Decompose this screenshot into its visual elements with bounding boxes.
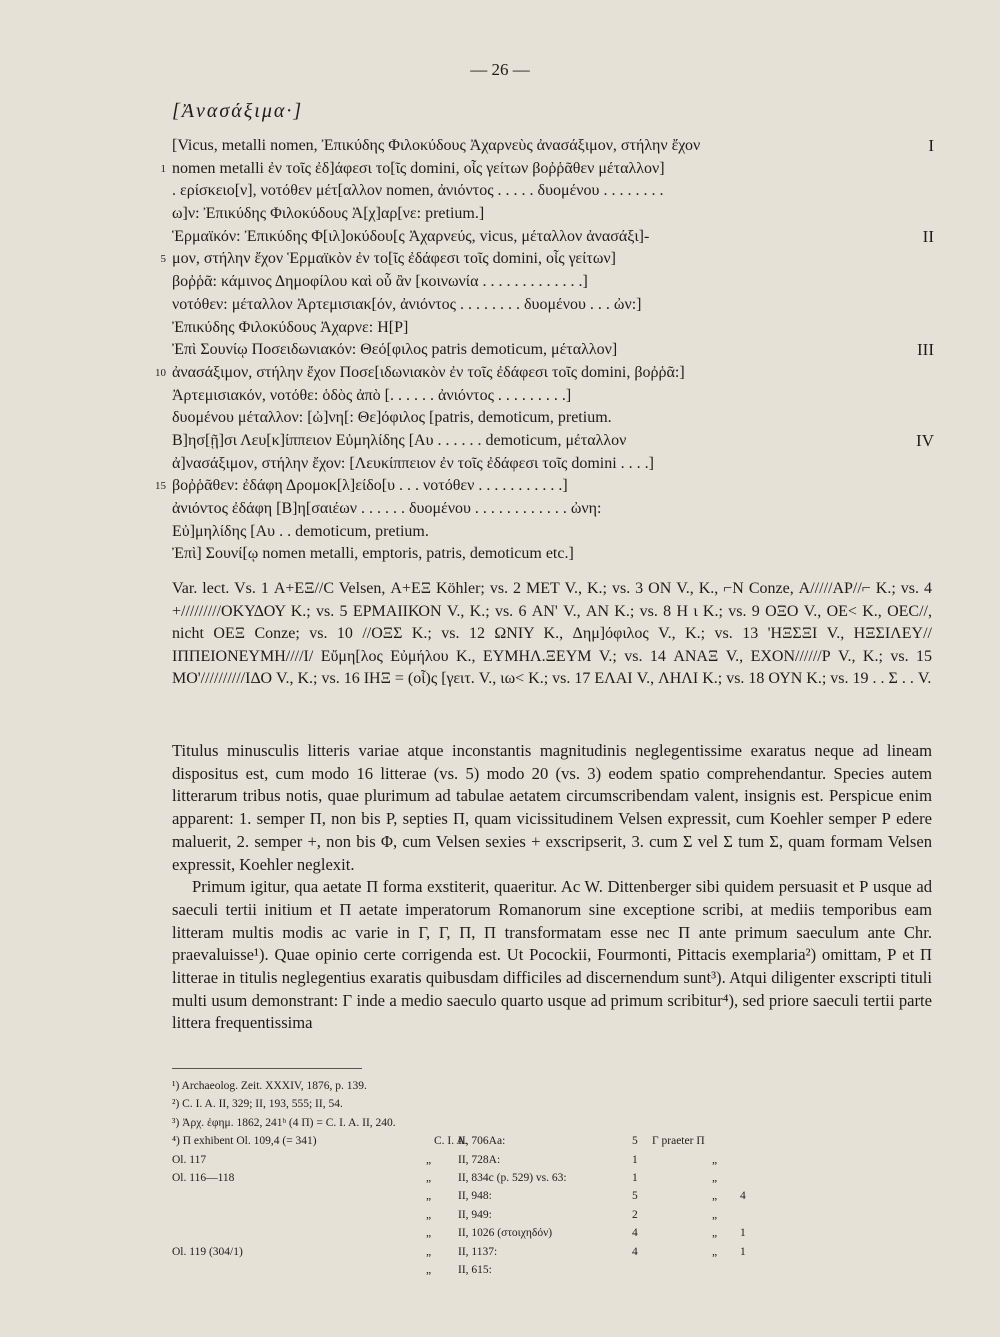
inscription-line bbox=[172, 226, 932, 249]
column-numeral: II bbox=[922, 226, 934, 246]
footnote-cell-n: 4 bbox=[632, 1227, 638, 1240]
footnote: ³) Ἀρχ. ἐφημ. 1862, 241ᵇ (4 Π) = C. I. A. II, 240. bbox=[172, 1116, 396, 1129]
footnote-cell-n: 5 bbox=[632, 1135, 638, 1148]
line-text: Ἑρμαϊκόν: Ἐπικύδης Φ[ιλ]οκύδου[ς Ἀχαρνεύς, vicus, μέταλλον ἀνασάξι]- bbox=[172, 227, 650, 245]
inscription-line bbox=[172, 203, 932, 226]
footnote-cell-q: „ bbox=[426, 1227, 432, 1240]
line-text: Ἐπικύδης Φιλοκύδους Ἀχαρνε: Η[Ρ] bbox=[172, 318, 409, 336]
page-number: — 26 — bbox=[470, 60, 530, 79]
footnote-cell-q: „ bbox=[426, 1190, 432, 1203]
footnote: ¹) Archaeolog. Zeit. XXXIV, 1876, p. 139. bbox=[172, 1080, 367, 1092]
footnote-cell-ci: C. I. A. bbox=[434, 1135, 468, 1148]
inscription-line bbox=[155, 475, 932, 498]
variant-readings bbox=[172, 578, 932, 691]
inscription-line bbox=[160, 248, 932, 271]
inscription-line bbox=[172, 339, 932, 362]
footnote-cell-n: 4 bbox=[632, 1245, 638, 1258]
line-text: Β]ησ[ῇ]σι Λευ[κ]ίππειον Εὐμηλίδης [Αυ . . . . . . demoticum, μέταλλον bbox=[172, 431, 627, 449]
footnote-row bbox=[172, 1169, 932, 1187]
footnote-cell-pr: Γ praeter Π bbox=[652, 1135, 705, 1148]
footnote-cell-q2: „ bbox=[712, 1245, 718, 1258]
line-number: 15 bbox=[155, 480, 166, 493]
line-number: 1 bbox=[160, 162, 166, 175]
line-text: Ἀρτεμισιακόν, νοτόθε: ὁδὸς ἀπὸ [. . . . . . ἀνιόντος . . . . . . . . .] bbox=[172, 386, 572, 404]
line-text: Ἐπὶ Σουνίῳ Ποσειδωνιακόν: Θεό[φιλος patris demoticum, μέταλλον] bbox=[172, 341, 618, 359]
line-text: ἀ]νασάξιμον, στήλην ἔχον: [Λευκίππειον ἐν τοῖς ἐδάφεσι τοῖς domini . . . .] bbox=[172, 454, 655, 472]
footnote-cell-q: „ bbox=[426, 1171, 432, 1184]
line-number: 5 bbox=[160, 253, 166, 266]
footnote-row bbox=[172, 1151, 932, 1169]
line-text: Εὐ]μηλίδης [Αυ . . demoticum, pretium. bbox=[172, 522, 429, 540]
footnote-cell-q: „ bbox=[426, 1245, 432, 1258]
footnote-4-table bbox=[172, 1132, 932, 1279]
footnote-row bbox=[172, 1132, 932, 1150]
footnote-cell-q2: „ bbox=[712, 1227, 718, 1240]
footnote-row bbox=[172, 1224, 932, 1242]
inscription-text bbox=[155, 135, 934, 566]
footnote: ²) C. I. A. II, 329; II, 193, 555; II, 54. bbox=[172, 1098, 343, 1111]
footnote-cell-ol: Ol. 119 (304/1) bbox=[172, 1245, 243, 1258]
paragraph: Primum igitur, qua aetate Π forma exstiterit, quaeritur. Ac W. Dittenberger sibi quidem persuasit et Ρ usque ad saeculi tertii initium et Π aetate imperatorum Romanorum sine exceptione scribi, at mediis temporibus eam litteram multis modis ac varie in Γ, Γ, Π, Π transformatam esse nec Π ante primum saeculum ante Chr. praevaluisse¹). Quae opinio certe corrigenda est. Ut Pocockii, Fourmonti, Pittacis exemplaria²) omittam, Ρ et Π litterae in titulis neglegentius exaratis quibusdam difficiles ad discernendum sunt³). Atqui diligenter exscripti tituli multi usum demonstrant: Γ inde a medio saeculo quarto usque ad primum scribitur⁴), sed priore saeculi tertii parte littera frequentissima bbox=[172, 877, 932, 1033]
line-text: nomen metalli ἐν τοῖς ἐδ]άφεσι το[ῖς domini, οἷς γείτων βοῤῥᾶθεν μέταλλον] bbox=[172, 159, 665, 177]
edition-title: [Ἀνασάξιμα·] bbox=[172, 100, 304, 122]
footnote-cell-n: 5 bbox=[632, 1190, 638, 1203]
line-text: ἀνιόντος ἐδάφη [Β]η[σαιέων . . . . . . δυομένου . . . . . . . . . . . . ὠνη: bbox=[172, 500, 602, 517]
line-text: βοῤῥᾶθεν: ἐδάφη Δρομοκ[λ]είδο[υ . . . νοτόθεν . . . . . . . . . . .] bbox=[172, 477, 568, 495]
line-text: ἀνασάξιμον, στήλην ἔχον Ποσε[ιδωνιακὸν ἐν τοῖς ἐδάφεσι τοῖς domini, βοῤῥᾶ:] bbox=[172, 363, 685, 381]
footnote-row bbox=[172, 1206, 932, 1224]
line-text: Ἐπὶ] Σουνί[ῳ nomen metalli, emptoris, patris, demoticum etc.] bbox=[172, 545, 574, 563]
line-text: μον, στήλην ἔχον Ἑρμαϊκὸν ἐν το[ῖς ἐδάφεσι τοῖς domini, οἷς γείτων] bbox=[172, 250, 616, 268]
inscription-line bbox=[172, 135, 932, 158]
footnote-cell-ol: ⁴) Π exhibent Ol. 109,4 (= 341) bbox=[172, 1135, 317, 1148]
variant-readings-text: Var. lect. Vs. 1 Α+ΕΞ//C Velsen, Α+ΕΞ Köhler; vs. 2 ΜΕΤ V., K.; vs. 3 ΟΝ V., K., ⌐Ν Conze, Α/////ΑΡ//⌐ K.; vs. 4 +/////////ΟΚΥΔΟΥ K.; vs. 5 ΕΡΜΑΙΙΚΟΝ V., K.; vs. 6 ΑΝ' V., ΑΝ K.; vs. 8 Η ι K.; vs. 9 ΟΞΟ V., ΟΕ< K., ΟΕC//, nicht ΟΕΞ Conze; vs. 10 //ΟΞΣ K.; vs. 12 ΩΝΙΥ K., Δημ]όφιλος V., K.; vs. 13 'ΗΞΣΞΙ V., ΗΞΣΙΛΕΥ//ΙΠΠΕΙΟΝΕΥΜΗ////Ι/ Εὔμη[λος Εὐμήλου K., ΕΥΜΗΛ.ΞΕΥΜ V.; vs. 14 ΑΝΑΞ V., ΕΧΟΝ//////Ρ V., K.; vs. 15 ΜΟ'//////////ΙΔΟ V., K.; vs. 16 ΙΗΞ = (οἷ)ς [γειτ. V., ιω< K.; vs. 17 ΕΛΑΙ V., ΛΗΛΙ K.; vs. 18 ΟΥΝ K.; vs. 19 . . Σ . . V. bbox=[172, 580, 932, 688]
footnote-cell-q2: „ bbox=[712, 1190, 718, 1203]
line-text: δυομένου μέταλλον: [ὠ]νη[: Θε]όφιλος [patris, demoticum, pretium. bbox=[172, 409, 612, 427]
footnote-cell-ref: II, 1026 (στοιχηδόν) bbox=[458, 1227, 553, 1240]
footnote-rule bbox=[172, 1068, 362, 1069]
footnote-row bbox=[172, 1243, 932, 1261]
footnote-cell-ol: Ol. 117 bbox=[172, 1153, 207, 1166]
footnote-cell-ref: II, 706Aa: bbox=[458, 1135, 506, 1148]
column-numeral: I bbox=[928, 136, 934, 155]
line-text: [Vicus, metalli nomen, Ἐπικύδης Φιλοκύδους Ἀχαρνεὺς ἀνασάξιμον, στήλην ἔχον bbox=[172, 137, 701, 154]
footnote-cell-q: „ bbox=[426, 1263, 432, 1276]
line-text: νοτόθεν: μέταλλον Ἀρτεμισιακ[όν, ἀνιόντος . . . . . . . . δυομένου . . . ὠν:] bbox=[172, 295, 642, 313]
paragraph: Titulus minusculis litteris variae atque inconstantis magnitudinis neglegentissime exaratus neque ad lineam dispositus est, cum modo 16 litterae (vs. 5) modo 20 (vs. 3) eodem spatio comprehendantur. Species autem litterarum tribus notis, quae plurimum ad tabulae aetatem circumscribendam valent, insignis est. Perspicue enim apparent: 1. semper Π, non bis Ρ, septies Π, quam vicissitudinem Velsen expressit, cum Koehler semper Ρ edere maluerit, 2. semper +, non bis Φ, cum Velsen sexies + exscripserit, 3. cum Σ vel Σ tum Σ, quam formam Velsen expressit, Koehler neglexit. bbox=[172, 741, 932, 874]
footnote-cell-ref: II, 834c (p. 529) vs. 63: bbox=[458, 1171, 567, 1184]
commentary bbox=[172, 740, 932, 1035]
footnote-cell-n2: 4 bbox=[740, 1190, 746, 1203]
footnote-cell-q2: „ bbox=[712, 1153, 718, 1166]
footnote-cell-q: „ bbox=[426, 1153, 432, 1166]
footnotes bbox=[172, 1077, 932, 1279]
footnote-cell-n2: 1 bbox=[740, 1245, 746, 1258]
line-text: ω]ν: Ἐπικύδης Φιλοκύδους Ἀ[χ]αρ[νε: pretium.] bbox=[172, 205, 485, 223]
footnote-cell-n: 1 bbox=[632, 1171, 638, 1184]
footnote-cell-ref: II, 1137: bbox=[458, 1245, 498, 1258]
inscription-line bbox=[172, 294, 932, 317]
footnote-cell-n2: 1 bbox=[740, 1227, 746, 1240]
footnote-cell-q: „ bbox=[426, 1208, 432, 1221]
inscription-line bbox=[172, 430, 932, 453]
inscription-line bbox=[172, 521, 932, 544]
footnote-row bbox=[172, 1187, 932, 1205]
inscription-line bbox=[172, 180, 932, 203]
inscription-line bbox=[172, 407, 932, 430]
inscription-line bbox=[172, 453, 932, 476]
inscription-line bbox=[172, 317, 932, 340]
footnote-cell-q2: „ bbox=[712, 1208, 718, 1221]
inscription-line bbox=[172, 385, 932, 408]
column-numeral: IV bbox=[916, 430, 934, 450]
footnote-row bbox=[172, 1261, 932, 1279]
footnote-cell-ol: Ol. 116—118 bbox=[172, 1171, 235, 1184]
footnote-cell-ref: II, 948: bbox=[458, 1190, 492, 1203]
inscription-line bbox=[172, 543, 932, 566]
footnote-cell-n: 2 bbox=[632, 1208, 638, 1221]
inscription-line bbox=[172, 498, 932, 521]
column-numeral: III bbox=[917, 340, 934, 360]
footnote-cell-ref: II, 728A: bbox=[458, 1153, 501, 1166]
inscription-line bbox=[160, 158, 932, 181]
line-text: . ερίσκειο[ν], νοτόθεν μέτ[αλλον nomen, ἀνιόντος . . . . . δυομένου . . . . . . . . bbox=[172, 182, 664, 200]
footnote-cell-ref: II, 949: bbox=[458, 1208, 492, 1221]
footnote-cell-n: 1 bbox=[632, 1153, 638, 1166]
footnote-cell-q2: „ bbox=[712, 1171, 718, 1184]
line-text: βοῤῥᾶ: κάμινος Δημοφίλου καὶ οὗ ἂν [κοινωνία . . . . . . . . . . . . .] bbox=[172, 273, 588, 291]
inscription-line bbox=[172, 271, 932, 294]
inscription-line bbox=[155, 362, 932, 385]
line-number: 10 bbox=[155, 366, 166, 379]
footnote-cell-ref: II, 615: bbox=[458, 1263, 492, 1276]
